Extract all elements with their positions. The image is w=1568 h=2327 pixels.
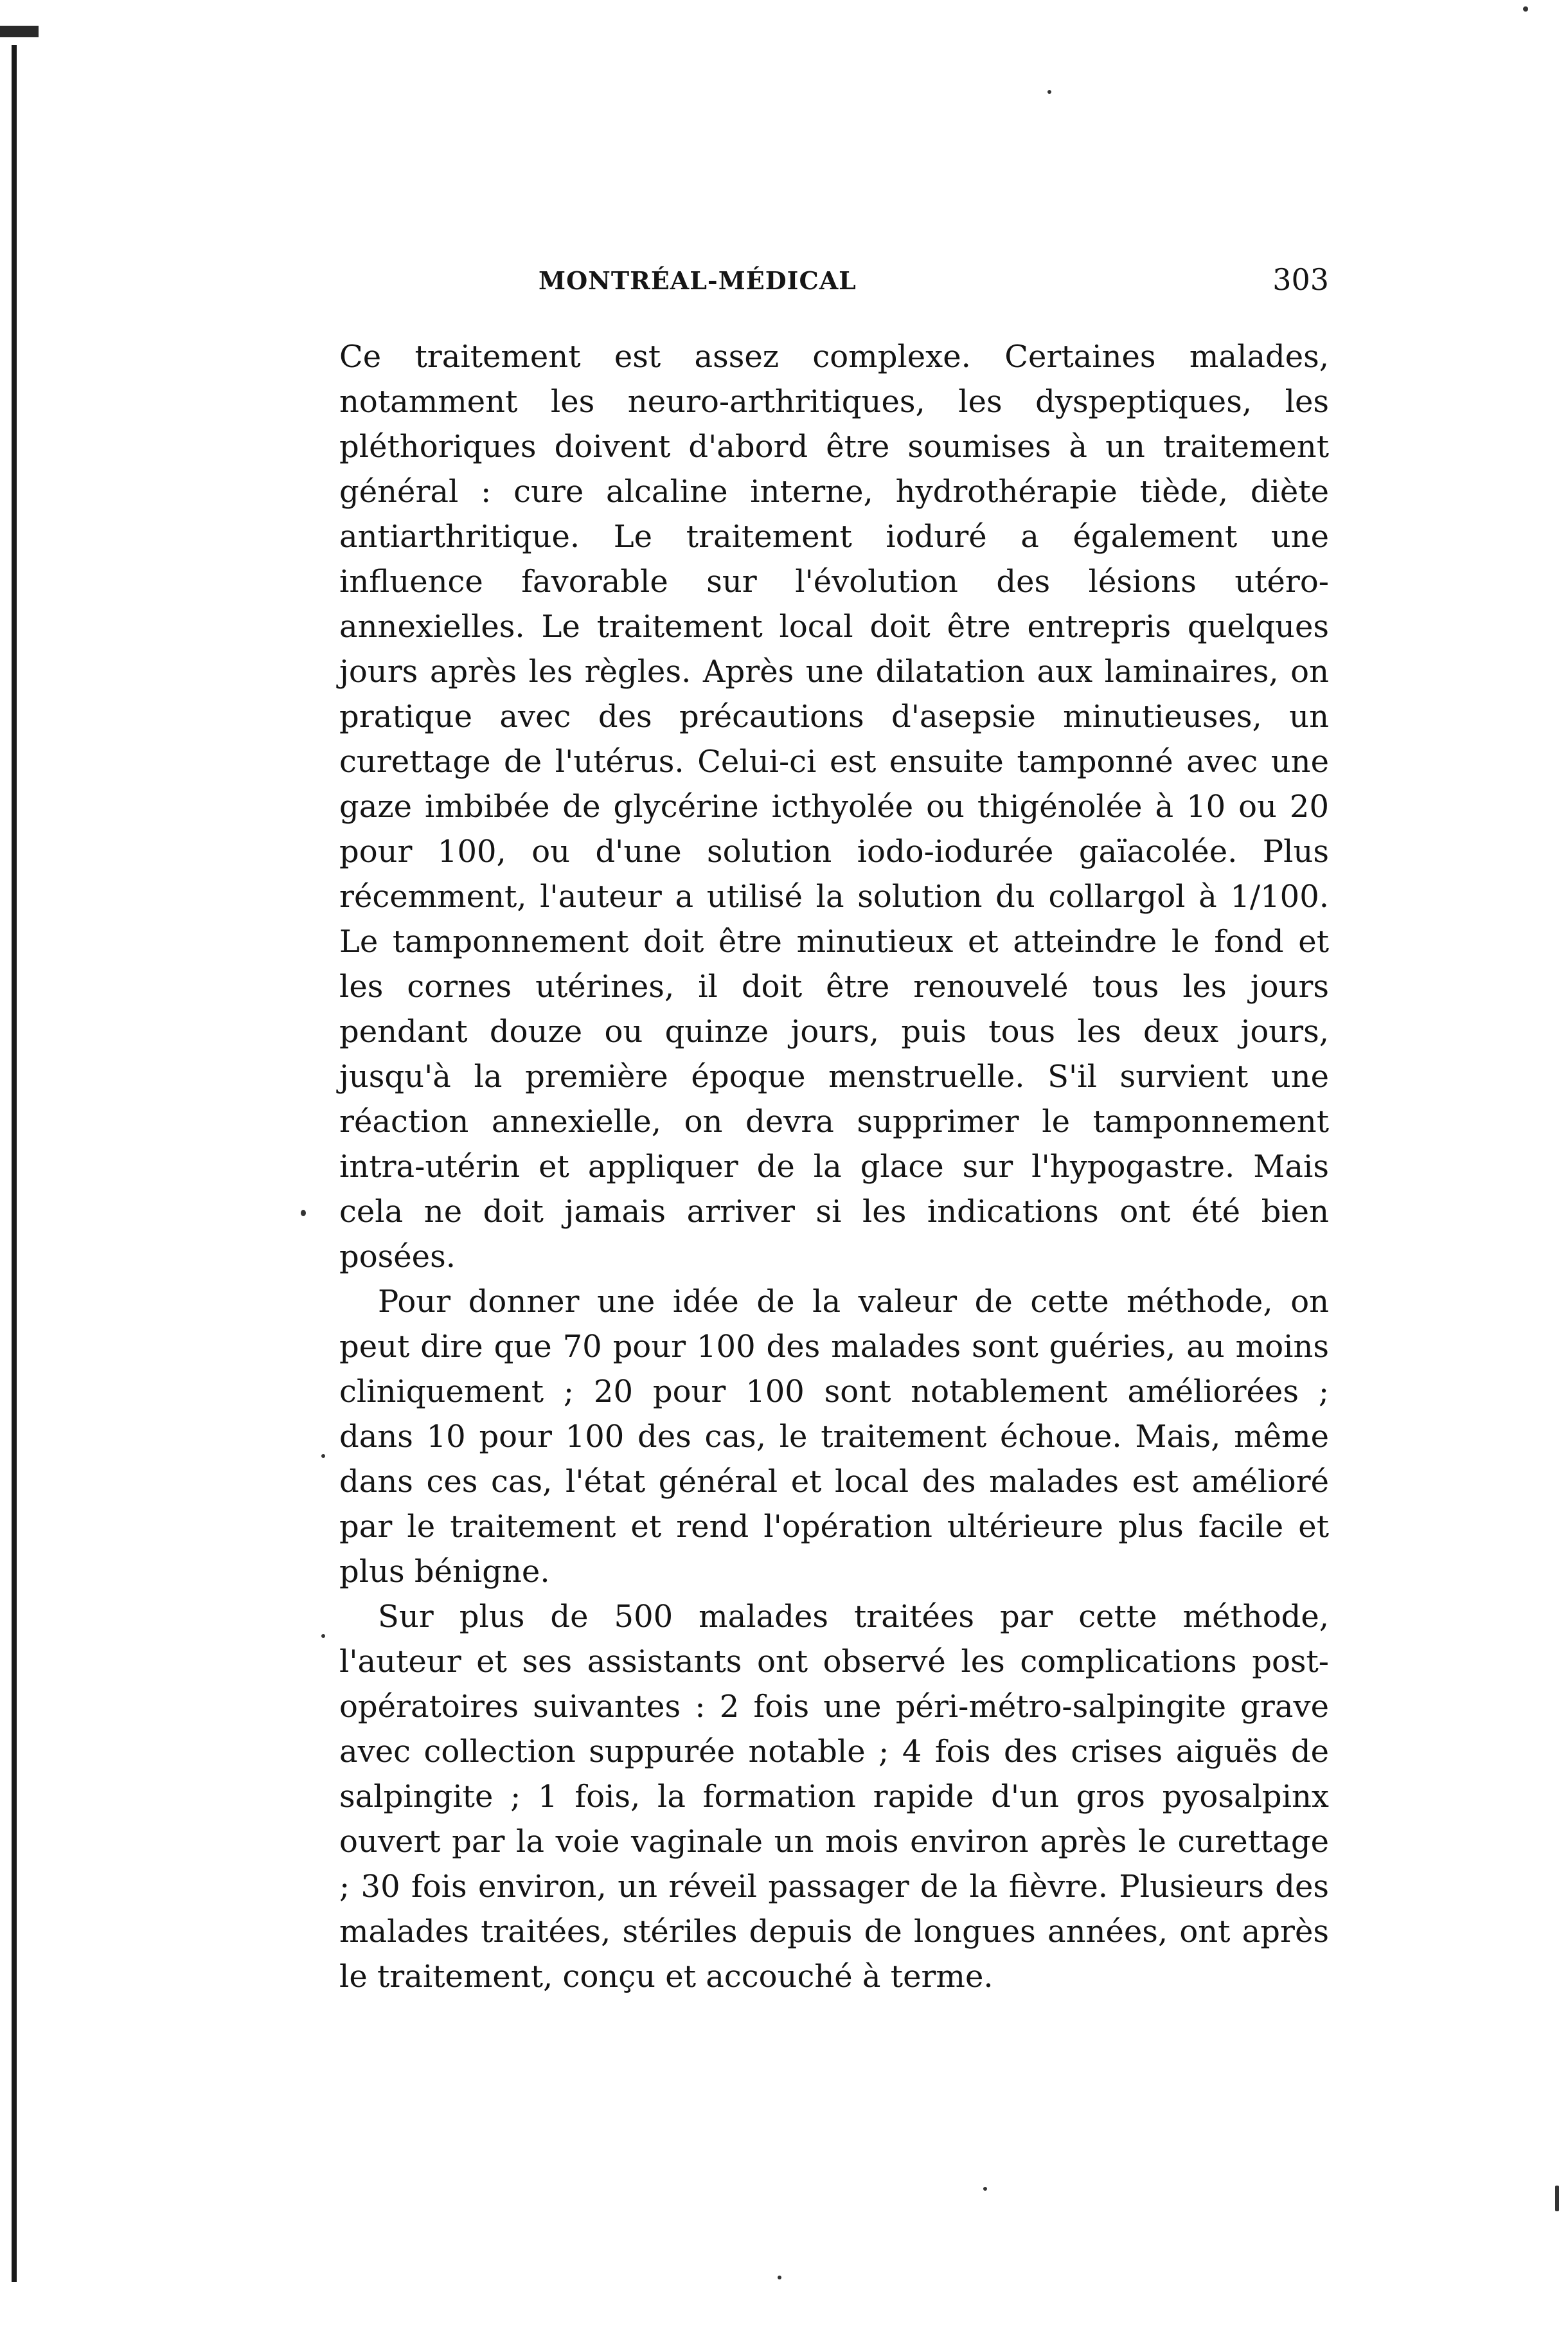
running-head: MONTRÉAL-MÉDICAL xyxy=(539,266,857,295)
scan-speck xyxy=(301,1210,306,1216)
scan-binding-edge xyxy=(12,45,17,2282)
page-header xyxy=(339,262,1329,301)
page-body xyxy=(339,334,1329,1999)
scan-speck xyxy=(983,2187,987,2191)
scan-speck xyxy=(1555,2186,1559,2211)
paragraph-1: Ce traitement est assez complexe. Certaines malades, notamment les neuro-arthritiques, les dyspeptiques, les pléthoriques doivent d'abord être soumises à un traitement général : cure alcaline interne, hydrothérapie tiède, diète antiarthritique. Le traitement ioduré a également une influence favorable sur l'évolution des lésions utéro-annexielles. Le traitement local doit être entrepris quelques jours après les règles. Après une dilatation aux laminaires, on pratique avec des précautions d'asepsie minutieuses, un curettage de l'utérus. Celui-ci est ensuite tamponné avec une gaze imbibée de glycérine icthyolée ou thigénolée à 10 ou 20 pour 100, ou d'une solution iodo-iodurée gaïacolée. Plus récemment, l'auteur a utilisé la solution du collargol à 1/100. Le tamponnement doit être minutieux et atteindre le fond et les cornes utérines, il doit être renouvelé tous les jours pendant douze ou quinze jours, puis tous les deux jours, jusqu'à la première époque menstruelle. S'il survient une réaction annexielle, on devra supprimer le tamponnement intra-utérin et appliquer de la glace sur l'hypogastre. Mais cela ne doit jamais arriver si les indications ont été bien posées. xyxy=(339,339,1329,1275)
paragraph-2: Pour donner une idée de la valeur de cette méthode, on peut dire que 70 pour 100 des malades sont guéries, au moins cliniquement ; 20 pour 100 sont notablement améliorées ; dans 10 pour 100 des cas, le traitement échoue. Mais, même dans ces cas, l'état général et local des malades est amélioré par le traitement et rend l'opération ultérieure plus facile et plus bénigne. xyxy=(339,1284,1329,1590)
scan-speck xyxy=(321,1634,325,1638)
paragraph-3: Sur plus de 500 malades traitées par cette méthode, l'auteur et ses assistants ont observé les complications post-opératoires suivantes : 2 fois une péri-métro-salpingite grave avec collection suppurée notable ; 4 fois des crises aiguës de salpingite ; 1 fois, la formation rapide d'un gros pyosalpinx ouvert par la voie vaginale un mois environ après le curettage ; 30 fois environ, un réveil passager de la fièvre. Plusieurs des malades traitées, stériles depuis de longues années, ont après le traitement, conçu et accouché à terme. xyxy=(339,1599,1329,1995)
scan-speck xyxy=(321,1454,325,1458)
scan-speck xyxy=(1047,90,1051,94)
scan-speck xyxy=(1523,6,1528,12)
scan-speck xyxy=(778,2276,781,2279)
page-number: 303 xyxy=(1272,262,1329,297)
scan-binding-edge-top xyxy=(0,26,39,37)
